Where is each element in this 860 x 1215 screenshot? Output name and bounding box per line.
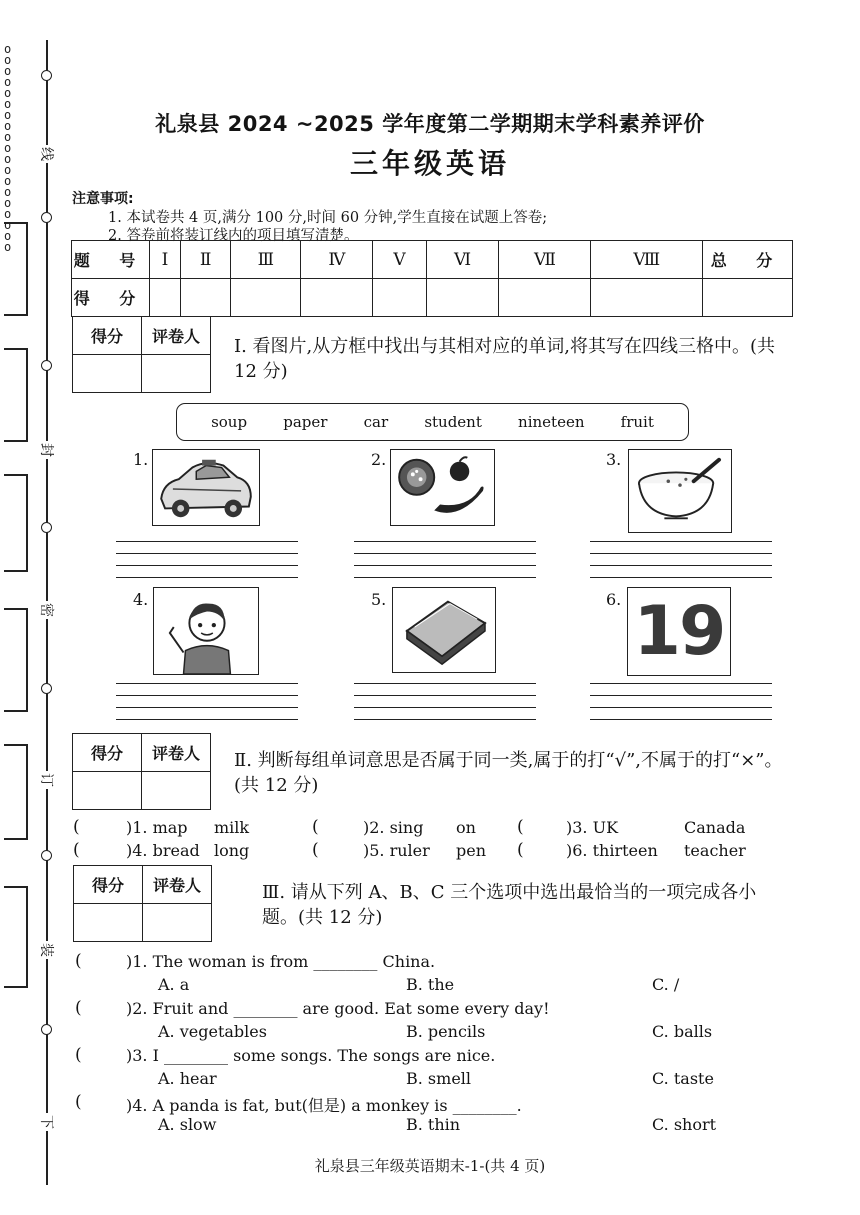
binding-circle <box>41 683 52 694</box>
note-item: 2. 答卷前将装订线内的项目填写清楚。 <box>108 228 359 244</box>
score-input-cell[interactable] <box>301 279 373 317</box>
judge-item: )4. bread <box>126 841 200 860</box>
mc-option-a: A. vegetables <box>158 1022 267 1041</box>
grader-name-cell[interactable] <box>143 904 212 942</box>
mc-option-c: C. / <box>652 975 680 994</box>
binding-char: 密 <box>37 601 57 619</box>
note-item: 1. 本试卷共 4 页,满分 100 分,时间 60 分钟,学生直接在试题上答卷; <box>108 210 548 226</box>
word-option: nineteen <box>518 413 585 431</box>
score-header-cell: Ⅱ <box>180 241 230 279</box>
score-input-cell[interactable] <box>231 279 301 317</box>
score-input-cell[interactable] <box>180 279 230 317</box>
picture-soup <box>628 449 732 533</box>
binding-char: 线 <box>37 145 57 163</box>
answer-paren[interactable]: ( <box>517 840 524 860</box>
word-option: student <box>424 413 482 431</box>
picture-number: 1. <box>133 450 149 469</box>
grader-name-cell[interactable] <box>142 772 211 810</box>
mc-option-b: B. pencils <box>406 1022 486 1041</box>
paper-icon <box>393 588 495 672</box>
binding-char: 下 <box>37 1113 57 1131</box>
word-option: paper <box>283 413 328 431</box>
judge-item: )6. thirteen <box>566 841 658 860</box>
grader-name-label: 评卷人 <box>142 734 211 772</box>
judge-item-word: long <box>214 841 250 860</box>
binding-circle <box>41 360 52 371</box>
judge-item: )5. ruler <box>363 841 430 860</box>
judge-item: )3. UK <box>566 818 619 837</box>
mc-option-b: B. the <box>406 975 455 994</box>
exam-subtitle: 三年级英语 <box>349 147 510 180</box>
mc-option-a: A. hear <box>158 1069 217 1088</box>
judge-item-word: pen <box>456 841 487 860</box>
mc-option-c: C. balls <box>652 1022 713 1041</box>
binding-field-box[interactable] <box>4 348 28 442</box>
four-line-grid[interactable] <box>354 683 536 723</box>
picture-nineteen <box>627 587 731 676</box>
score-header-cell: 总 分 <box>703 241 793 279</box>
binding-circle <box>41 70 52 81</box>
binding-char: 订 <box>37 771 57 789</box>
car-icon <box>153 450 259 525</box>
score-header-cell: Ⅳ <box>301 241 373 279</box>
score-table <box>71 240 793 317</box>
binding-field-box[interactable] <box>4 744 28 840</box>
score-header-cell: Ⅶ <box>499 241 591 279</box>
picture-car <box>152 449 260 526</box>
section-1-heading: Ⅰ. 看图片,从方框中找出与其相对应的单词,将其写在四线三格中。(共 12 分) <box>234 336 776 382</box>
picture-number: 4. <box>133 590 149 609</box>
picture-number: 6. <box>606 590 622 609</box>
mc-option-b: B. smell <box>406 1069 472 1088</box>
mc-option-c: C. taste <box>652 1069 714 1088</box>
four-line-grid[interactable] <box>354 541 536 581</box>
answer-paren[interactable]: ( <box>75 951 82 971</box>
judge-item-word: on <box>456 818 476 837</box>
answer-paren[interactable]: ( <box>75 1092 82 1112</box>
grader-score-cell[interactable] <box>74 904 143 942</box>
exam-title: 礼泉县 2024 ~2025 学年度第二学期期末学科素养评价 <box>155 112 705 136</box>
judge-item-word: milk <box>214 818 250 837</box>
student-icon <box>154 588 258 674</box>
four-line-grid[interactable] <box>116 541 298 581</box>
mc-option-a: A. a <box>158 975 190 994</box>
score-header-cell: Ⅷ <box>591 241 703 279</box>
grader-score-cell[interactable] <box>73 772 142 810</box>
mc-question: )4. A panda is fat, but(但是) a monkey is ________. <box>126 1096 522 1115</box>
binding-field-box[interactable] <box>4 608 28 712</box>
binding-circle <box>41 522 52 533</box>
mc-option-a: A. slow <box>158 1115 217 1134</box>
answer-paren[interactable]: ( <box>75 998 82 1018</box>
section-2-heading: Ⅱ. 判断每组单词意思是否属于同一类,属于的打“√”,不属于的打“×”。(共 12 分) <box>234 750 783 796</box>
score-header-cell: I <box>150 241 181 279</box>
grader-box <box>73 865 212 942</box>
score-row-label: 得 分 <box>72 279 150 317</box>
picture-paper <box>392 587 496 673</box>
mc-option-b: B. thin <box>406 1115 461 1134</box>
score-header-cell: Ⅵ <box>426 241 499 279</box>
mc-question: )1. The woman is from ________ China. <box>126 952 436 971</box>
binding-char: 封 <box>37 441 57 459</box>
binding-holes: ooooooooooooooooooo <box>4 42 12 254</box>
answer-paren[interactable]: ( <box>517 817 524 837</box>
grader-score-label: 得分 <box>73 317 142 355</box>
picture-number: 3. <box>606 450 622 469</box>
grader-name-cell[interactable] <box>142 355 211 393</box>
score-input-cell[interactable] <box>150 279 181 317</box>
binding-circle <box>41 212 52 223</box>
notes-heading: 注意事项: <box>72 191 134 207</box>
grader-score-label: 得分 <box>73 734 142 772</box>
answer-paren[interactable]: ( <box>73 840 80 860</box>
binding-circle <box>41 850 52 861</box>
score-input-cell[interactable] <box>703 279 793 317</box>
binding-field-box[interactable] <box>4 886 28 988</box>
answer-paren[interactable]: ( <box>312 840 319 860</box>
four-line-grid[interactable] <box>116 683 298 723</box>
nineteen-figure: 19 <box>633 592 725 671</box>
binding-circle <box>41 1024 52 1035</box>
binding-char: 装 <box>37 941 57 959</box>
picture-number: 2. <box>371 450 387 469</box>
word-option: car <box>363 413 389 431</box>
judge-item-word: teacher <box>684 841 746 860</box>
answer-paren[interactable]: ( <box>73 817 80 837</box>
four-line-grid[interactable] <box>590 683 772 723</box>
word-box <box>176 403 689 441</box>
grader-name-label: 评卷人 <box>143 866 212 904</box>
grader-score-label: 得分 <box>74 866 143 904</box>
score-input-cell[interactable] <box>499 279 591 317</box>
grader-score-cell[interactable] <box>73 355 142 393</box>
judge-item: )2. sing <box>363 818 424 837</box>
word-option: soup <box>211 413 248 431</box>
score-input-cell[interactable] <box>373 279 426 317</box>
binding-margin <box>0 0 60 1215</box>
picture-fruit <box>390 449 495 526</box>
binding-field-box[interactable] <box>4 474 28 572</box>
mc-option-c: C. short <box>652 1115 717 1134</box>
word-option: fruit <box>620 413 654 431</box>
answer-paren[interactable]: ( <box>75 1045 82 1065</box>
grader-box <box>72 316 211 393</box>
page-footer: 礼泉县三年级英语期末-1-(共 4 页) <box>314 1157 546 1175</box>
score-input-cell[interactable] <box>591 279 703 317</box>
mc-question: )3. I ________ some songs. The songs are nice. <box>126 1046 496 1065</box>
fruit-icon <box>391 450 494 525</box>
mc-question: )2. Fruit and ________ are good. Eat some every day! <box>126 999 550 1018</box>
picture-number: 5. <box>371 590 387 609</box>
judge-item-word: Canada <box>684 818 746 837</box>
section-3-heading: Ⅲ. 请从下列 A、B、C 三个选项中选出最恰当的一项完成各小题。(共 12 分) <box>262 882 757 928</box>
score-header-cell: Ⅴ <box>373 241 426 279</box>
four-line-grid[interactable] <box>590 541 772 581</box>
score-input-cell[interactable] <box>426 279 499 317</box>
score-header-cell: 题 号 <box>72 241 150 279</box>
soup-icon <box>629 450 731 532</box>
answer-paren[interactable]: ( <box>312 817 319 837</box>
grader-name-label: 评卷人 <box>142 317 211 355</box>
binding-field-box[interactable] <box>4 222 28 316</box>
grader-box <box>72 733 211 810</box>
picture-student <box>153 587 259 675</box>
score-header-cell: Ⅲ <box>231 241 301 279</box>
judge-item: )1. map <box>126 818 188 837</box>
